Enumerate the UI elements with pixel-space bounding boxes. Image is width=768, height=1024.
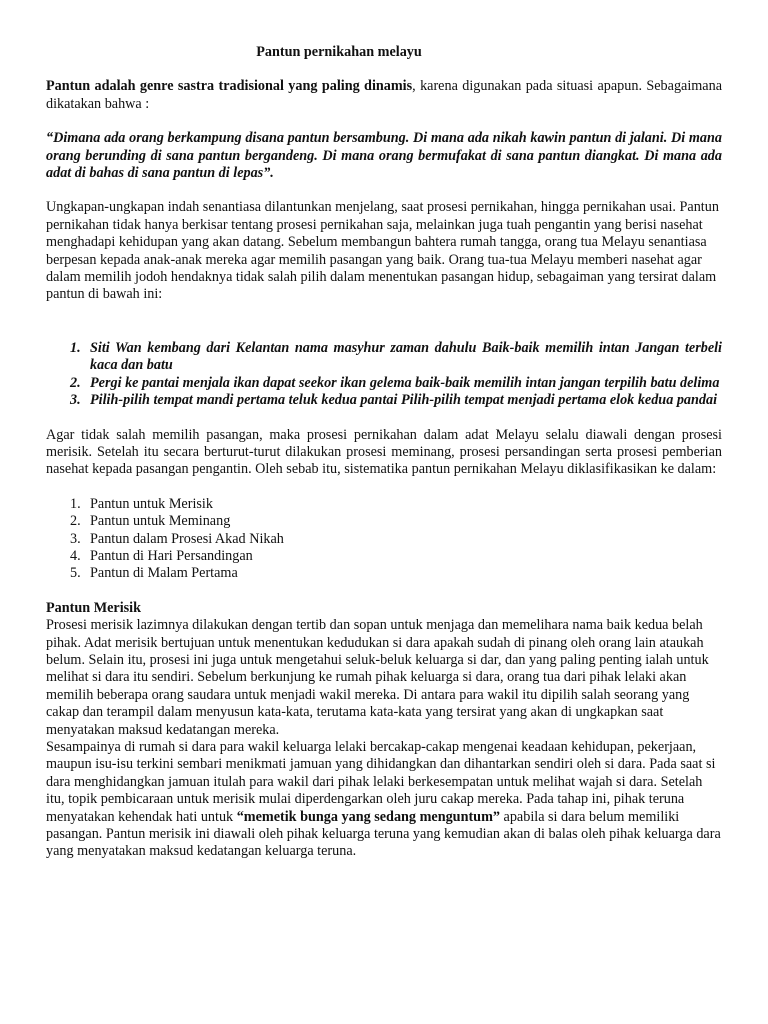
list-item-number: 3. [70,392,81,409]
pantun-list [46,340,722,410]
category-list-item [46,531,722,548]
list-item-text: Pantun untuk Meminang [90,513,231,530]
list-item-number: 2. [70,374,81,391]
category-list-item [46,548,722,565]
list-item-text: Pantun dalam Prosesi Akad Nikah [90,530,284,547]
list-item-number: 2. [70,513,81,530]
pantun-list-item [46,392,722,409]
document-title: Pantun pernikahan melayu [256,44,422,60]
list-item-text: Pilih-pilih tempat mandi pertama teluk kedua pantai Pilih-pilih tempat menjadi pertama elok kedua pandai [90,392,718,409]
list-item-text: Pantun di Hari Persandingan [90,547,253,564]
list-item-number: 1. [70,339,81,356]
merisik-paragraph-1: Prosesi merisik lazimnya dilakukan dengan tertib dan sopan untuk menjaga dan memelihara nama baik kedua belah pihak. Adat merisik bertujuan untuk menentukan kedudukan si dara apakah sudah di pinang oleh orang lain ataukah belum. Selain itu, prosesi ini juga untuk mengetahui seluk-beluk keluarga si dar, dan yang paling penting ialah untuk melihat si dara itu sendiri. Sebelum berkunjung ke rumah pihak keluarga si dara, orang tua dari pihak lelaki akan memilih beberapa orang saudara untuk menjadi wakil mereka. Di antara para wakil itu dipilih salah seorang yang cakap dan terampil dalam menyusun kata-kata, terutama kata-kata yang tersirat yang akan di ungkapkan saat menyatakan maksud kedatangan mereka. [46,617,709,738]
pantun-list-item [46,375,722,392]
list-item-number: 1. [70,495,81,512]
pantun-list-item [46,340,722,375]
list-item-number: 4. [70,547,81,564]
list-item-text: Pantun untuk Merisik [90,495,213,512]
list-item-text: Siti Wan kembang dari Kelantan nama masyhur zaman dahulu Baik-baik memilih intan Jangan terbeli kaca dan batu [90,339,722,374]
category-list-item [46,565,722,582]
category-list-item [46,513,722,530]
category-list [46,496,722,583]
intro-paragraph [46,78,722,113]
category-list-item [46,496,722,513]
merisik-emphasis-phrase: “memetik bunga yang sedang menguntum” [236,808,500,825]
quote-paragraph: “Dimana ada orang berkampung disana pantun bersambung. Di mana ada nikah kawin pantun di jalani. Di mana orang berunding di sana pantun bergandeng. Di mana orang bermufakat di sana pantun diangkat. Di mana ada adat di bahas di sana pantun di lepas”. [46,130,722,182]
body-paragraph-1: Ungkapan-ungkapan indah senantiasa dilantunkan menjelang, saat prosesi pernikahan, hingga pernikahan usai. Pantun pernikahan tidak hanya berkisar tentang prosesi pernikahan saja, melainkan juga tuah pengantin yang berisi nasehat menghadapi kehidupan yang akan datang. Sebelum membangun bahtera rumah tangga, orang tua Melayu senantiasa berpesan kepada anak-anak mereka agar memilih pasangan yang baik. Orang tua-tua Melayu memberi nasehat agar dalam memilih jodoh hendaknya tidak salah pilih dalam menentukan pasangan hidup, sebagaiman yang tersirat dalam pantun di bawah ini: [46,199,719,303]
list-item-text: Pergi ke pantai menjala ikan dapat seekor ikan gelema baik-baik memilih intan jangan terpilih batu delima [90,374,720,391]
body-paragraph-2: Agar tidak salah memilih pasangan, maka prosesi pernikahan dalam adat Melayu selalu diawali dengan prosesi merisik. Setelah itu secara berturut-turut dilakukan prosesi meminang, prosesi persandingan serta prosesi pemberian nasehat kepada pasangan pengantin. Oleh sebab itu, sistematika pantun pernikahan Melayu diklasifikasikan ke dalam: [46,426,722,478]
intro-rest-text: , karena digunakan pada situasi apapun. Sebagaimana dikatakan bahwa : [46,78,722,112]
list-item-number: 5. [70,565,81,582]
list-item-number: 3. [70,530,81,547]
merisik-paragraph-2 [46,739,722,861]
merisik-paragraph-2-start: Sesampainya di rumah si dara para wakil keluarga lelaki bercakap-cakap mengenai keadaan kehidupan, pekerjaan, maupun isu-isu terkini sembari menikmati jamuan yang dihidangkan dan dihantarkan sendiri oleh si dara. Pada saat si dara menghidangkan jamuan itulah para wakil dari pihak lelaki berkesempatan untuk melihat wajah si dara. Setelah itu, topik pembicaraan untuk merisik mulai diperdengarkan oleh juru cakap mereka. Pada tahap ini, pihak teruna menyatakan kehendak hati untuk [46,739,716,825]
merisik-paragraph-2-end: apabila si dara belum memiliki pasangan. Pantun merisik ini diawali oleh pihak keluarga teruna yang kemudian akan di balas oleh pihak keluarga dara yang menyatakan maksud kedatangan keluarga teruna. [46,808,721,860]
list-item-text: Pantun di Malam Pertama [90,565,238,582]
section-heading: Pantun Merisik [46,599,141,616]
intro-bold-text: Pantun adalah genre sastra tradisional yang paling dinamis [46,78,413,95]
